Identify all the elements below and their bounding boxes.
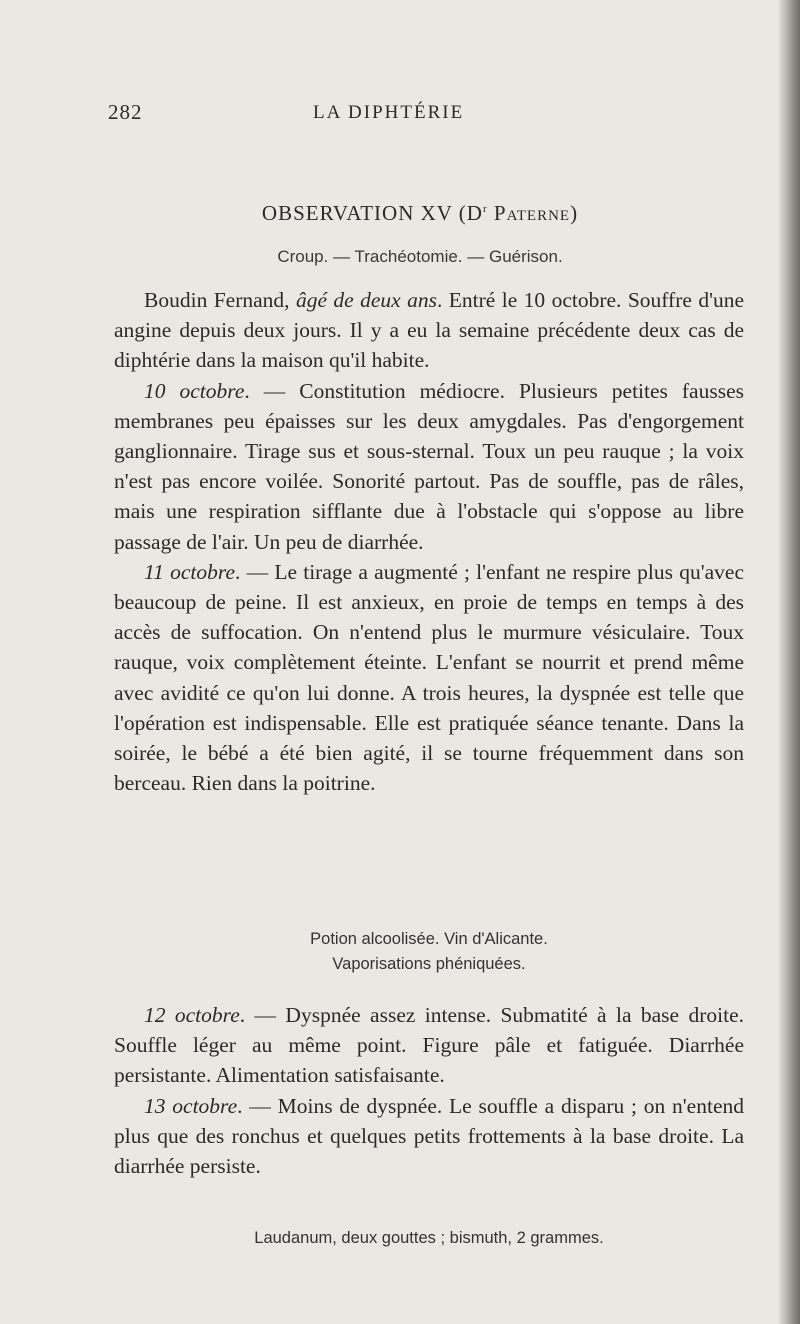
observation-title: [80, 201, 760, 226]
running-head: [0, 100, 800, 130]
date-oct-13: 13 octobre: [144, 1093, 238, 1118]
title-sup: r: [482, 203, 488, 215]
text-oct-10: . — Constitution médiocre. Plusieurs petites fausses membranes peu épaisses sur les deux amygdales. Pas d'engorgement ganglionnaire. Tirage sus et sous-sternal. Toux un peu rauque ; la voix n'est pas encore voilée. Sonorité partout. Pas de souffle, pas de râles, mais une respiration sifflante due à l'obstacle qui s'oppose au libre passage de l'air. Un peu de diarrhée.: [114, 378, 744, 554]
paragraph-oct-10: [114, 376, 744, 557]
title-prefix: OBSERVATION XV (D: [261, 201, 483, 225]
patient-name: Boudin Fernand,: [144, 288, 296, 312]
patient-age: âgé de deux ans: [295, 288, 437, 312]
title-author: Paterne: [487, 201, 571, 225]
date-oct-10: 10 octobre: [144, 378, 245, 403]
prescription-1: [114, 927, 744, 977]
observation-subtitle: Croup. — Trachéotomie. — Guérison.: [277, 247, 563, 266]
paragraph-admission: [114, 285, 744, 376]
case-text-part-2: [114, 1000, 744, 1181]
paragraph-oct-11: [114, 557, 744, 799]
prescription-2: Laudanum, deux gouttes ; bismuth, 2 grammes.: [254, 1229, 604, 1247]
prescription-1-line-1: Potion alcoolisée. Vin d'Alicante.: [310, 930, 548, 948]
text-oct-13: . — Moins de dyspnée. Le souffle a disparu ; on n'entend plus que des ronchus et quelques petits frottements à la base droite. La diarrhée persiste.: [114, 1093, 744, 1179]
running-title: LA DIPHTÉRIE: [313, 102, 465, 123]
text-oct-11: . — Le tirage a augmenté ; l'enfant ne respire plus qu'avec beaucoup de peine. Il est anxieux, en proie de temps en temps à des accès de suffocation. On n'entend plus le murmure vésiculaire. Toux rauque, voix complètement éteinte. L'enfant se nourrit et prend même avec avidité ce qu'on lui donne. A trois heures, la dyspnée est telle que l'opération est indispensable. Elle est pratiquée séance tenante. Dans la soirée, le bébé a été bien agité, il se tourne fréquemment dans son berceau. Rien dans la poitrine.: [114, 559, 744, 796]
date-oct-12: 12 octobre: [144, 1003, 240, 1027]
page-edge-shadow: [778, 0, 800, 1324]
title-suffix: ): [570, 201, 579, 225]
paragraph-oct-12: [114, 1000, 744, 1091]
prescription-1-line-2: Vaporisations phéniquées.: [332, 955, 526, 973]
date-oct-11: 11 octobre: [144, 559, 236, 584]
case-text-part-1: [114, 285, 744, 798]
paragraph-oct-13: [114, 1091, 744, 1182]
text-oct-12: . — Dyspnée assez intense. Submatité à la base droite. Souffle léger au même point. Figure pâle et fatiguée. Diarrhée persistante. Alimentation satisfaisante.: [114, 1003, 744, 1088]
admission-text: . Entré le 10 octobre. Souffre d'une angine depuis deux jours. Il y a eu la semaine précédente deux cas de diphtérie dans la maison qu'il habite.: [114, 288, 744, 373]
page-number: 282: [108, 100, 143, 124]
